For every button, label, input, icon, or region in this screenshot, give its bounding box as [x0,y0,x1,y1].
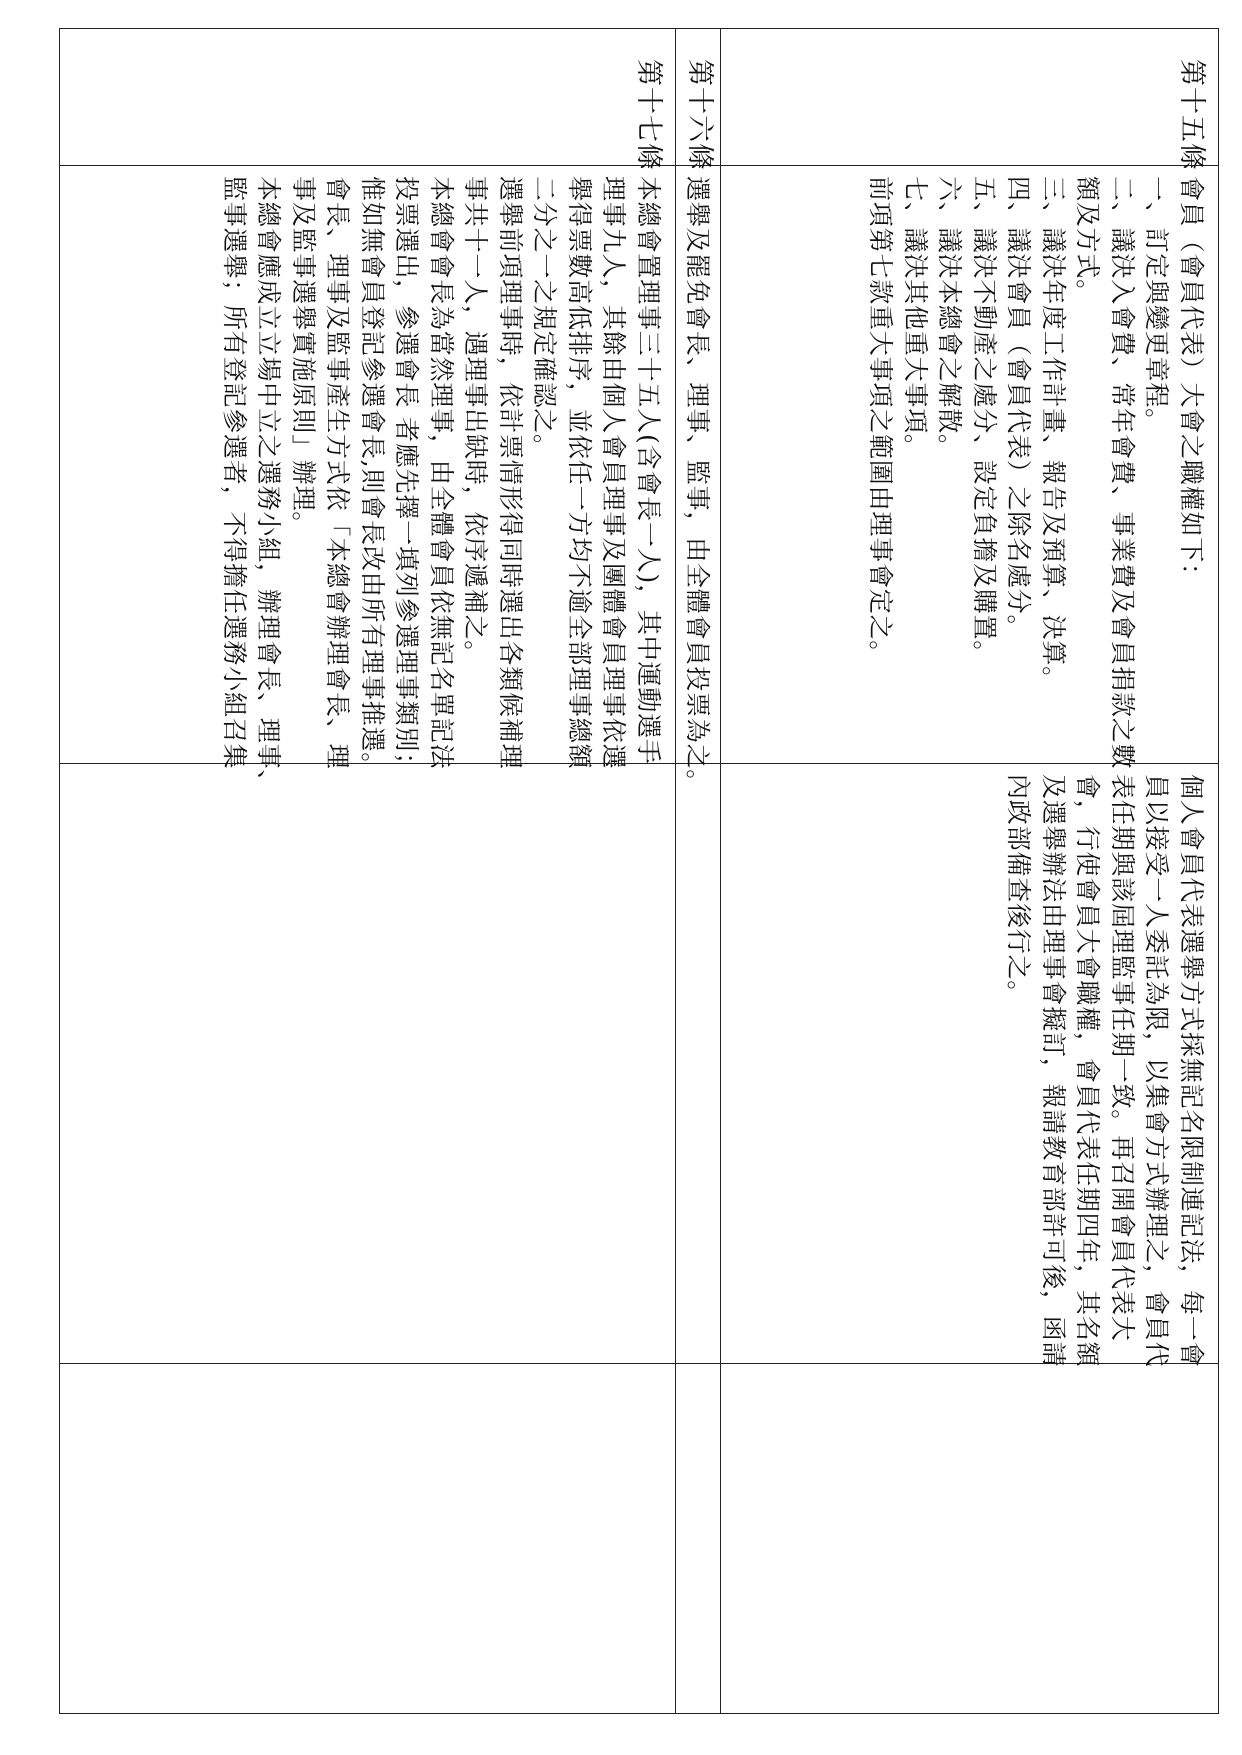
text-line: 三、議決年度工作計畫、報告及預算、決算。 [1039,176,1068,693]
articles-comparison-table [59,28,1219,1714]
article-17-amended-text [217,166,676,796]
amended-text-cell [676,166,721,796]
text-line: 選舉前項理事時，依計票情形得同時選出各類候補理 [496,176,525,770]
article-number-cell [60,29,676,171]
text-line: 五、議決不動產之處分、設定負擔及購置。 [970,176,999,667]
text-line: 事及監事選舉實施原則」辦理。 [289,176,318,538]
text-line: 前項第七款重大事項之範圍由理事會定之。 [866,176,896,667]
text-line: 表任期與該屆理監事任期一致。再召開會員代表大 [1108,774,1137,1342]
article-16-label: 第十六條 [684,59,715,171]
text-line: 會員（會員代表）大會之職權如下： [1177,176,1206,589]
text-line: 事共十一人，遇理事出缺時，依序遞補之。 [461,176,491,667]
text-line: 內政部備查後行之。 [1004,774,1034,1007]
text-line: 理事九人，其餘由個人會員理事及團體會員理事依選 [599,176,629,770]
text-line: 及選舉辦法由理事會擬訂，報請教育部許可後，函請 [1039,774,1068,1368]
explanation-cell [721,1364,1219,1714]
article-15-original-text [1001,764,1218,1368]
explanation-cell [676,1364,721,1714]
original-text-cell [676,764,721,1364]
text-line: 二分之一之規定確認之。 [530,176,560,460]
amended-text-cell [721,166,1219,770]
text-line: 監事選舉；所有登記參選者，不得擔任選務小組召集 [220,176,249,770]
text-line: 投票選出，參選會長 者應先擇一填列參選理事類別； [392,176,422,779]
table-row [676,29,721,1714]
text-line: 一、訂定與變更章程。 [1142,176,1172,435]
text-line: 員以接受一人委託為限，以集會方式辦理之，會員代 [1142,774,1172,1368]
text-line: 四、議決會員（會員代表）之除名處分。 [1004,176,1034,641]
table-row [721,29,1219,1714]
original-text-cell [721,764,1219,1368]
text-line: 會，行使會員大會職權，會員代表任期四年，其名額 [1073,774,1103,1368]
article-16-amended-text [680,166,721,796]
table-row [60,29,676,1714]
text-line: 七、議決其他重大事項。 [901,176,930,460]
article-17-label: 第十七條 [633,59,664,171]
text-line: 六、議決本總會之解散。 [935,176,965,460]
text-line: 本總會置理事三十五人(含會長一人)，其中運動選手 [634,176,663,765]
original-text-cell [60,764,676,1364]
article-number-cell [721,29,1219,171]
article-15-amended-text [863,166,1218,770]
text-line: 額及方式。 [1073,176,1103,306]
text-line: 本總會會長為當然理事，由全體會員依無記名單記法 [427,176,456,770]
explanation-cell [60,1364,676,1714]
text-line: 會長、理事及監事產生方式依「本總會辦理會長、理 [323,176,353,770]
text-line: 舉得票數高低排序，並依任一方均不逾全部理事總額 [565,176,594,770]
text-line: 選舉及罷免會長、理事、監事，由全體會員投票為之。 [683,176,712,796]
text-line: 惟如無會員登記參選會長,則會長改由所有理事推選。 [358,176,387,779]
article-15-label: 第十五條 [1176,59,1207,171]
amended-text-cell [60,166,676,796]
text-line: 二、議決入會費、常年會費、事業費及會員捐款之數 [1108,176,1137,770]
text-line: 個人會員代表選舉方式採無記名限制連記法，每一會 [1177,774,1206,1368]
text-line: 本總會應成立立場中立之選務小組，辦理會長、理事、 [254,176,284,796]
article-number-cell [676,29,721,171]
